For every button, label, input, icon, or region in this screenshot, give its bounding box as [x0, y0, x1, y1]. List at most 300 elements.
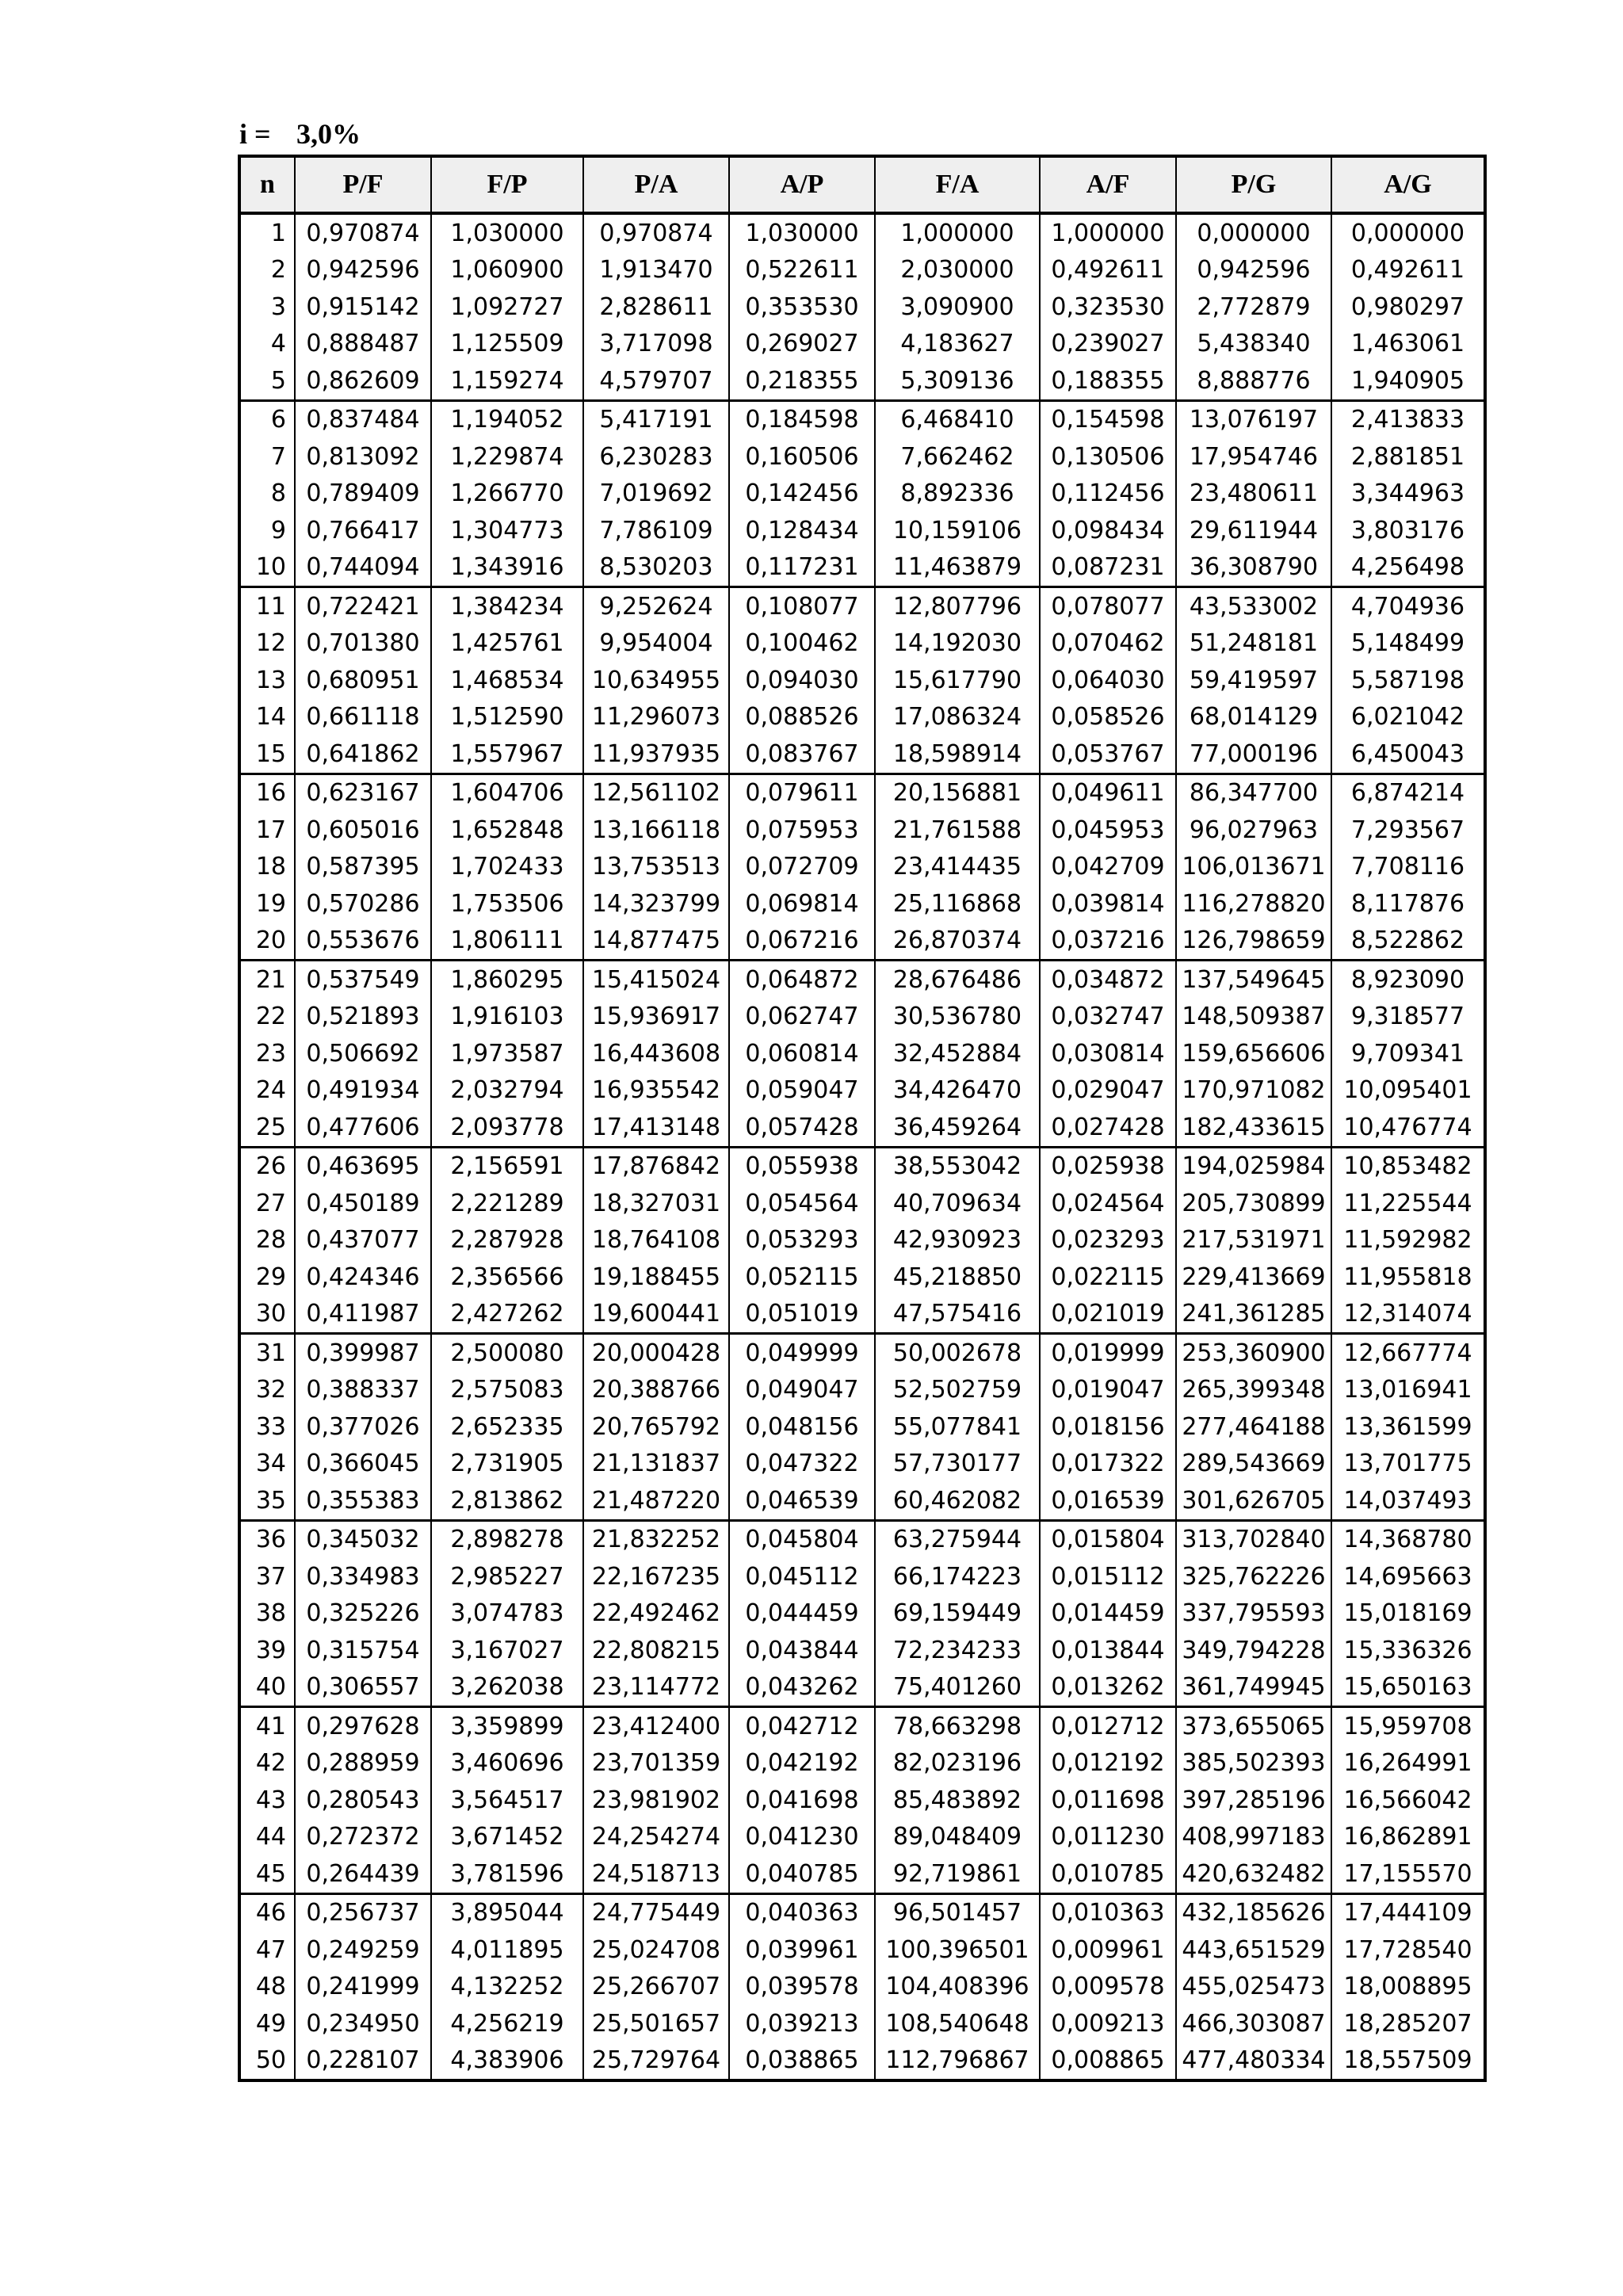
- factor-cell: 15,650163: [1331, 1669, 1485, 1707]
- period-cell: 5: [239, 362, 295, 400]
- factor-cell: 148,509387: [1176, 999, 1331, 1036]
- factor-cell: 14,323799: [583, 885, 729, 923]
- column-header-f-a: F/A: [875, 156, 1040, 213]
- factor-cell: 96,501457: [875, 1893, 1040, 1931]
- period-cell: 15: [239, 735, 295, 774]
- factor-cell: 443,651529: [1176, 1931, 1331, 1969]
- factor-cell: 4,011895: [431, 1931, 583, 1969]
- factor-cell: 3,359899: [431, 1707, 583, 1745]
- factor-cell: 4,183627: [875, 326, 1040, 363]
- table-row: [239, 549, 1485, 587]
- factor-cell: 0,388337: [295, 1372, 431, 1409]
- factor-cell: 0,040785: [729, 1855, 875, 1893]
- column-header-a-g: A/G: [1331, 156, 1485, 213]
- column-header-p-g: P/G: [1176, 156, 1331, 213]
- factor-cell: 1,060900: [431, 252, 583, 289]
- factor-cell: 1,652848: [431, 812, 583, 849]
- factor-cell: 2,427262: [431, 1296, 583, 1334]
- factor-cell: 55,077841: [875, 1408, 1040, 1446]
- factor-cell: 0,030814: [1040, 1035, 1176, 1072]
- factor-cell: 0,862609: [295, 362, 431, 400]
- period-cell: 23: [239, 1035, 295, 1072]
- period-cell: 22: [239, 999, 295, 1036]
- factor-cell: 77,000196: [1176, 735, 1331, 774]
- factor-cell: 11,296073: [583, 699, 729, 736]
- factor-cell: 10,159106: [875, 512, 1040, 549]
- factor-cell: 0,052115: [729, 1259, 875, 1296]
- factor-cell: 217,531971: [1176, 1222, 1331, 1259]
- factor-cell: 23,480611: [1176, 476, 1331, 513]
- factor-cell: 0,069814: [729, 885, 875, 923]
- factor-cell: 78,663298: [875, 1707, 1040, 1745]
- factor-cell: 2,813862: [431, 1482, 583, 1520]
- factor-cell: 1,125509: [431, 326, 583, 363]
- factor-cell: 2,356566: [431, 1259, 583, 1296]
- factor-cell: 1,512590: [431, 699, 583, 736]
- factor-cell: 0,054564: [729, 1185, 875, 1222]
- factor-cell: 0,088526: [729, 699, 875, 736]
- period-cell: 29: [239, 1259, 295, 1296]
- table-row: [239, 885, 1485, 923]
- factor-cell: 194,025984: [1176, 1147, 1331, 1185]
- table-row: [239, 512, 1485, 549]
- factor-cell: 0,288959: [295, 1745, 431, 1782]
- table-row: [239, 1222, 1485, 1259]
- factor-cell: 0,053293: [729, 1222, 875, 1259]
- factor-cell: 17,413148: [583, 1109, 729, 1147]
- factor-cell: 2,828611: [583, 288, 729, 326]
- period-cell: 1: [239, 213, 295, 252]
- factor-cell: 2,772879: [1176, 288, 1331, 326]
- table-row: [239, 1669, 1485, 1707]
- factor-cell: 0,491934: [295, 1072, 431, 1110]
- factor-cell: 0,280543: [295, 1782, 431, 1819]
- factor-cell: 0,154598: [1040, 400, 1176, 438]
- table-row: [239, 400, 1485, 438]
- factor-cell: 20,388766: [583, 1372, 729, 1409]
- factor-cell: 16,264991: [1331, 1745, 1485, 1782]
- factor-cell: 2,093778: [431, 1109, 583, 1147]
- factor-cell: 0,024564: [1040, 1185, 1176, 1222]
- factor-cell: 4,256219: [431, 2005, 583, 2042]
- factor-cell: 8,892336: [875, 476, 1040, 513]
- factor-cell: 3,717098: [583, 326, 729, 363]
- factor-cell: 43,533002: [1176, 587, 1331, 625]
- factor-cell: 4,256498: [1331, 549, 1485, 587]
- factor-cell: 13,701775: [1331, 1446, 1485, 1483]
- factor-cell: 24,254274: [583, 1819, 729, 1856]
- factor-cell: 22,492462: [583, 1595, 729, 1633]
- factor-cell: 0,837484: [295, 400, 431, 438]
- factor-cell: 420,632482: [1176, 1855, 1331, 1893]
- period-cell: 38: [239, 1595, 295, 1633]
- period-cell: 20: [239, 923, 295, 961]
- factor-cell: 0,334983: [295, 1558, 431, 1595]
- factor-cell: 0,942596: [295, 252, 431, 289]
- factor-cell: 50,002678: [875, 1334, 1040, 1372]
- factor-cell: 0,012712: [1040, 1707, 1176, 1745]
- factor-cell: 0,701380: [295, 625, 431, 663]
- factor-cell: 0,040363: [729, 1893, 875, 1931]
- factor-cell: 13,753513: [583, 849, 729, 886]
- factor-cell: 301,626705: [1176, 1482, 1331, 1520]
- factor-cell: 5,438340: [1176, 326, 1331, 363]
- factor-cell: 0,492611: [1331, 252, 1485, 289]
- period-cell: 28: [239, 1222, 295, 1259]
- interest-rate-value: 3,0%: [296, 118, 361, 150]
- factor-cell: 4,704936: [1331, 587, 1485, 625]
- factor-cell: 0,010363: [1040, 1893, 1176, 1931]
- factor-cell: 0,064872: [729, 961, 875, 999]
- factor-cell: 0,641862: [295, 735, 431, 774]
- factor-cell: 24,518713: [583, 1855, 729, 1893]
- factor-cell: 2,287928: [431, 1222, 583, 1259]
- period-cell: 26: [239, 1147, 295, 1185]
- factor-cell: 14,877475: [583, 923, 729, 961]
- period-cell: 6: [239, 400, 295, 438]
- factor-cell: 17,086324: [875, 699, 1040, 736]
- factor-cell: 0,000000: [1331, 213, 1485, 252]
- factor-cell: 18,008895: [1331, 1969, 1485, 2006]
- factor-cell: 349,794228: [1176, 1632, 1331, 1669]
- factor-cell: 0,034872: [1040, 961, 1176, 999]
- period-cell: 24: [239, 1072, 295, 1110]
- factor-cell: 9,318577: [1331, 999, 1485, 1036]
- factor-cell: 17,728540: [1331, 1931, 1485, 1969]
- factor-cell: 0,239027: [1040, 326, 1176, 363]
- table-row: [239, 923, 1485, 961]
- factor-cell: 0,019047: [1040, 1372, 1176, 1409]
- factor-cell: 15,617790: [875, 662, 1040, 699]
- factor-cell: 9,252624: [583, 587, 729, 625]
- factor-cell: 0,012192: [1040, 1745, 1176, 1782]
- factor-cell: 86,347700: [1176, 774, 1331, 812]
- factor-cell: 0,970874: [583, 213, 729, 252]
- factor-cell: 13,076197: [1176, 400, 1331, 438]
- period-cell: 17: [239, 812, 295, 849]
- factor-cell: 0,039814: [1040, 885, 1176, 923]
- period-cell: 21: [239, 961, 295, 999]
- factor-cell: 408,997183: [1176, 1819, 1331, 1856]
- factor-cell: 2,032794: [431, 1072, 583, 1110]
- factor-cell: 1,753506: [431, 885, 583, 923]
- factor-cell: 3,895044: [431, 1893, 583, 1931]
- factor-cell: 1,557967: [431, 735, 583, 774]
- factor-cell: 1,916103: [431, 999, 583, 1036]
- factor-cell: 29,611944: [1176, 512, 1331, 549]
- table-row: [239, 587, 1485, 625]
- factor-cell: 0,218355: [729, 362, 875, 400]
- factor-cell: 9,709341: [1331, 1035, 1485, 1072]
- factor-cell: 2,156591: [431, 1147, 583, 1185]
- table-row: [239, 252, 1485, 289]
- factor-cell: 17,444109: [1331, 1893, 1485, 1931]
- period-cell: 44: [239, 1819, 295, 1856]
- table-row: [239, 849, 1485, 886]
- table-row: [239, 1408, 1485, 1446]
- factor-cell: 7,293567: [1331, 812, 1485, 849]
- factor-cell: 7,019692: [583, 476, 729, 513]
- period-cell: 49: [239, 2005, 295, 2042]
- table-row: [239, 1595, 1485, 1633]
- factor-cell: 116,278820: [1176, 885, 1331, 923]
- factor-cell: 18,557509: [1331, 2042, 1485, 2081]
- table-row: [239, 2042, 1485, 2081]
- table-row: [239, 1520, 1485, 1558]
- column-header-a-p: A/P: [729, 156, 875, 213]
- factor-cell: 0,015804: [1040, 1520, 1176, 1558]
- factor-cell: 0,888487: [295, 326, 431, 363]
- period-cell: 27: [239, 1185, 295, 1222]
- factor-cell: 2,221289: [431, 1185, 583, 1222]
- factor-cell: 0,463695: [295, 1147, 431, 1185]
- factor-cell: 2,652335: [431, 1408, 583, 1446]
- factor-cell: 455,025473: [1176, 1969, 1331, 2006]
- factor-cell: 18,285207: [1331, 2005, 1485, 2042]
- period-cell: 9: [239, 512, 295, 549]
- factor-cell: 0,366045: [295, 1446, 431, 1483]
- factor-cell: 0,521893: [295, 999, 431, 1036]
- column-header-n: n: [239, 156, 295, 213]
- factor-cell: 0,016539: [1040, 1482, 1176, 1520]
- factor-cell: 397,285196: [1176, 1782, 1331, 1819]
- factor-cell: 0,424346: [295, 1259, 431, 1296]
- factor-cell: 5,309136: [875, 362, 1040, 400]
- factor-cell: 0,942596: [1176, 252, 1331, 289]
- factor-cell: 25,116868: [875, 885, 1040, 923]
- factor-cell: 432,185626: [1176, 1893, 1331, 1931]
- table-body: [239, 213, 1485, 2080]
- factor-cell: 13,016941: [1331, 1372, 1485, 1409]
- factor-cell: 4,132252: [431, 1969, 583, 2006]
- table-row: [239, 2005, 1485, 2042]
- factor-cell: 0,013844: [1040, 1632, 1176, 1669]
- factor-cell: 0,021019: [1040, 1296, 1176, 1334]
- period-cell: 11: [239, 587, 295, 625]
- table-row: [239, 1931, 1485, 1969]
- factor-cell: 0,015112: [1040, 1558, 1176, 1595]
- factor-cell: 0,722421: [295, 587, 431, 625]
- factor-cell: 0,049047: [729, 1372, 875, 1409]
- table-row: [239, 1334, 1485, 1372]
- factor-cell: 0,117231: [729, 549, 875, 587]
- period-cell: 45: [239, 1855, 295, 1893]
- factor-cell: 0,112456: [1040, 476, 1176, 513]
- factor-cell: 23,414435: [875, 849, 1040, 886]
- factor-cell: 0,008865: [1040, 2042, 1176, 2081]
- factor-cell: 25,024708: [583, 1931, 729, 1969]
- factor-cell: 21,832252: [583, 1520, 729, 1558]
- factor-cell: 19,188455: [583, 1259, 729, 1296]
- factor-cell: 5,148499: [1331, 625, 1485, 663]
- factor-cell: 0,072709: [729, 849, 875, 886]
- factor-cell: 3,781596: [431, 1855, 583, 1893]
- table-row: [239, 1109, 1485, 1147]
- factor-cell: 66,174223: [875, 1558, 1040, 1595]
- factor-cell: 10,095401: [1331, 1072, 1485, 1110]
- factor-cell: 45,218850: [875, 1259, 1040, 1296]
- factor-cell: 11,937935: [583, 735, 729, 774]
- table-row: [239, 1707, 1485, 1745]
- factor-cell: 22,808215: [583, 1632, 729, 1669]
- period-cell: 8: [239, 476, 295, 513]
- factor-cell: 0,325226: [295, 1595, 431, 1633]
- factor-cell: 2,731905: [431, 1446, 583, 1483]
- period-cell: 18: [239, 849, 295, 886]
- factor-cell: 63,275944: [875, 1520, 1040, 1558]
- factor-cell: 100,396501: [875, 1931, 1040, 1969]
- factor-cell: 6,450043: [1331, 735, 1485, 774]
- factor-cell: 36,308790: [1176, 549, 1331, 587]
- factor-cell: 1,425761: [431, 625, 583, 663]
- period-cell: 37: [239, 1558, 295, 1595]
- factor-cell: 5,417191: [583, 400, 729, 438]
- factor-cell: 10,853482: [1331, 1147, 1485, 1185]
- table-row: [239, 999, 1485, 1036]
- factor-cell: 52,502759: [875, 1372, 1040, 1409]
- factor-cell: 170,971082: [1176, 1072, 1331, 1110]
- factor-cell: 325,762226: [1176, 1558, 1331, 1595]
- factor-cell: 34,426470: [875, 1072, 1040, 1110]
- table-row: [239, 362, 1485, 400]
- factor-cell: 1,000000: [875, 213, 1040, 252]
- factor-cell: 57,730177: [875, 1446, 1040, 1483]
- factor-cell: 0,018156: [1040, 1408, 1176, 1446]
- factor-cell: 0,009213: [1040, 2005, 1176, 2042]
- factor-cell: 0,970874: [295, 213, 431, 252]
- factor-cell: 0,587395: [295, 849, 431, 886]
- factor-cell: 0,553676: [295, 923, 431, 961]
- factor-cell: 20,156881: [875, 774, 1040, 812]
- column-header-a-f: A/F: [1040, 156, 1176, 213]
- factor-cell: 1,806111: [431, 923, 583, 961]
- factor-cell: 159,656606: [1176, 1035, 1331, 1072]
- table-row: [239, 961, 1485, 999]
- factor-cell: 15,018169: [1331, 1595, 1485, 1633]
- factor-cell: 3,671452: [431, 1819, 583, 1856]
- factor-cell: 2,030000: [875, 252, 1040, 289]
- factor-cell: 0,075953: [729, 812, 875, 849]
- factor-cell: 82,023196: [875, 1745, 1040, 1782]
- factor-cell: 0,042712: [729, 1707, 875, 1745]
- factor-cell: 6,874214: [1331, 774, 1485, 812]
- factor-cell: 17,876842: [583, 1147, 729, 1185]
- factor-cell: 0,492611: [1040, 252, 1176, 289]
- factor-cell: 14,037493: [1331, 1482, 1485, 1520]
- factor-cell: 0,013262: [1040, 1669, 1176, 1707]
- factor-cell: 23,412400: [583, 1707, 729, 1745]
- factor-cell: 92,719861: [875, 1855, 1040, 1893]
- factor-cell: 0,060814: [729, 1035, 875, 1072]
- factor-cell: 15,936917: [583, 999, 729, 1036]
- factor-cell: 38,553042: [875, 1147, 1040, 1185]
- factor-cell: 40,709634: [875, 1185, 1040, 1222]
- factor-cell: 11,592982: [1331, 1222, 1485, 1259]
- factor-cell: 11,463879: [875, 549, 1040, 587]
- table-row: [239, 1185, 1485, 1222]
- factor-cell: 2,500080: [431, 1334, 583, 1372]
- factor-cell: 0,039578: [729, 1969, 875, 2006]
- factor-cell: 0,323530: [1040, 288, 1176, 326]
- table-row: [239, 1819, 1485, 1856]
- factor-cell: 51,248181: [1176, 625, 1331, 663]
- factor-cell: 17,155570: [1331, 1855, 1485, 1893]
- factor-cell: 466,303087: [1176, 2005, 1331, 2042]
- factor-cell: 72,234233: [875, 1632, 1040, 1669]
- factor-cell: 182,433615: [1176, 1109, 1331, 1147]
- factor-cell: 106,013671: [1176, 849, 1331, 886]
- column-header-f-p: F/P: [431, 156, 583, 213]
- factor-cell: 0,377026: [295, 1408, 431, 1446]
- factor-cell: 477,480334: [1176, 2042, 1331, 2081]
- factor-cell: 361,749945: [1176, 1669, 1331, 1707]
- factor-cell: 3,803176: [1331, 512, 1485, 549]
- period-cell: 46: [239, 1893, 295, 1931]
- table-row: [239, 1072, 1485, 1110]
- table-row: [239, 1035, 1485, 1072]
- factor-cell: 3,090900: [875, 288, 1040, 326]
- factor-cell: 0,623167: [295, 774, 431, 812]
- table-row: [239, 1482, 1485, 1520]
- factor-cell: 0,083767: [729, 735, 875, 774]
- column-header-p-f: P/F: [295, 156, 431, 213]
- factor-cell: 0,680951: [295, 662, 431, 699]
- factor-cell: 18,598914: [875, 735, 1040, 774]
- table-row: [239, 1446, 1485, 1483]
- factor-cell: 0,045112: [729, 1558, 875, 1595]
- factor-cell: 8,530203: [583, 549, 729, 587]
- factor-cell: 0,661118: [295, 699, 431, 736]
- table-row: [239, 438, 1485, 476]
- factor-cell: 0,272372: [295, 1819, 431, 1856]
- interest-rate-heading: [239, 117, 361, 151]
- column-header-p-a: P/A: [583, 156, 729, 213]
- factor-cell: 36,459264: [875, 1109, 1040, 1147]
- period-cell: 7: [239, 438, 295, 476]
- factor-cell: 1,702433: [431, 849, 583, 886]
- factor-cell: 42,930923: [875, 1222, 1040, 1259]
- factor-cell: 14,192030: [875, 625, 1040, 663]
- factor-cell: 0,070462: [1040, 625, 1176, 663]
- factor-cell: 1,000000: [1040, 213, 1176, 252]
- factor-cell: 0,184598: [729, 400, 875, 438]
- factor-cell: 0,087231: [1040, 549, 1176, 587]
- factor-cell: 0,130506: [1040, 438, 1176, 476]
- factor-cell: 0,029047: [1040, 1072, 1176, 1110]
- factor-cell: 0,047322: [729, 1446, 875, 1483]
- factor-cell: 289,543669: [1176, 1446, 1331, 1483]
- factor-cell: 0,049611: [1040, 774, 1176, 812]
- factor-cell: 13,166118: [583, 812, 729, 849]
- factor-cell: 0,537549: [295, 961, 431, 999]
- factor-cell: 0,249259: [295, 1931, 431, 1969]
- table-row: [239, 1296, 1485, 1334]
- table-row: [239, 213, 1485, 252]
- factor-cell: 0,570286: [295, 885, 431, 923]
- factor-cell: 1,030000: [431, 213, 583, 252]
- factor-cell: 0,269027: [729, 326, 875, 363]
- period-cell: 3: [239, 288, 295, 326]
- interest-factor-table: [238, 155, 1487, 2082]
- factor-cell: 25,266707: [583, 1969, 729, 2006]
- table-row: [239, 1855, 1485, 1893]
- factor-cell: 0,062747: [729, 999, 875, 1036]
- factor-cell: 0,000000: [1176, 213, 1331, 252]
- factor-cell: 0,067216: [729, 923, 875, 961]
- factor-cell: 6,021042: [1331, 699, 1485, 736]
- factor-cell: 8,522862: [1331, 923, 1485, 961]
- factor-cell: 19,600441: [583, 1296, 729, 1334]
